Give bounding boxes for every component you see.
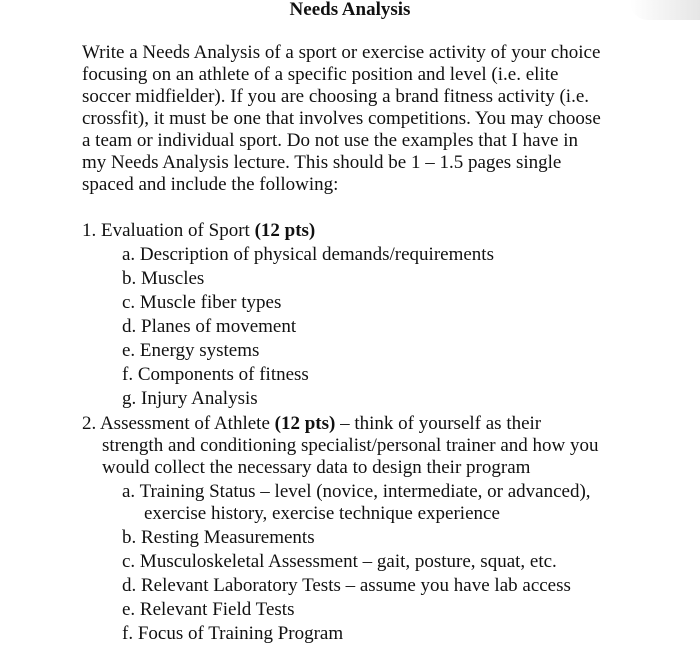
section-1-item: b. Muscles: [122, 268, 205, 289]
section-1-heading: [82, 220, 315, 242]
section-2-label: Assessment of Athlete: [99, 413, 270, 434]
section-1-item: e. Energy systems: [122, 340, 260, 361]
section-2-heading: [82, 413, 541, 435]
section-2-item-continuation: exercise history, exercise technique experience: [144, 503, 500, 524]
section-2-item: a. Training Status – level (novice, intermediate, or advanced),: [122, 481, 591, 502]
intro-paragraph: [82, 42, 642, 196]
section-2-item: f. Focus of Training Program: [122, 623, 344, 644]
section-2-desc-line: strength and conditioning specialist/personal trainer and how you: [102, 435, 599, 456]
intro-line: crossfit), it must be one that involves competitions. You may choose: [82, 108, 601, 129]
intro-line: soccer midfielder). If you are choosing a brand fitness activity (i.e.: [82, 86, 590, 107]
section-2-item: e. Relevant Field Tests: [122, 599, 295, 620]
section-2-item: c. Musculoskeletal Assessment – gait, posture, squat, etc.: [122, 551, 557, 572]
intro-line: focusing on an athlete of a specific position and level (i.e. elite: [82, 64, 559, 85]
section-2-item: b. Resting Measurements: [122, 527, 315, 548]
section-1-number: 1.: [82, 220, 97, 241]
section-1-item: c. Muscle fiber types: [122, 292, 282, 313]
section-1-item: g. Injury Analysis: [122, 388, 258, 409]
page-title: Needs Analysis: [289, 0, 411, 20]
intro-line: spaced and include the following:: [82, 174, 339, 195]
section-2-number: 2.: [82, 413, 97, 434]
section-1-item: f. Components of fitness: [122, 364, 309, 385]
intro-line: Write a Needs Analysis of a sport or exercise activity of your choice: [82, 42, 601, 63]
intro-line: a team or individual sport. Do not use the examples that I have in: [82, 130, 578, 151]
section-1-item: a. Description of physical demands/requirements: [122, 244, 494, 265]
intro-line: my Needs Analysis lecture. This should be 1 – 1.5 pages single: [82, 152, 562, 173]
section-2-item: d. Relevant Laboratory Tests – assume you have lab access: [122, 575, 571, 596]
section-1-item: d. Planes of movement: [122, 316, 297, 337]
section-1-label: Evaluation of Sport: [101, 220, 250, 241]
section-2-desc: – think of yourself as their: [335, 413, 542, 434]
section-2-points: (12 pts): [274, 413, 336, 434]
section-2-desc-line: would collect the necessary data to design their program: [102, 457, 531, 478]
section-1-points: (12 pts): [254, 220, 316, 241]
